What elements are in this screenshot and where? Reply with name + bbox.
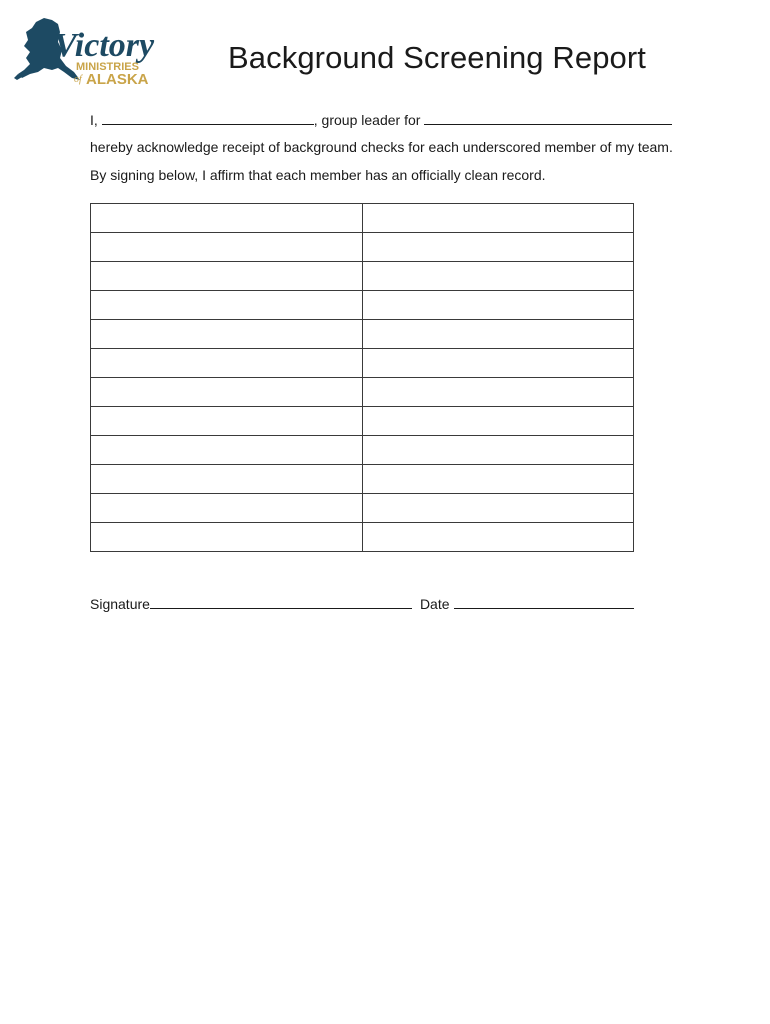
roster-cell[interactable]	[362, 262, 634, 291]
roster-row	[91, 378, 634, 407]
roster-cell[interactable]	[362, 523, 634, 552]
acknowledgement-line-3: By signing below, I affirm that each member has an officially clean record.	[90, 167, 546, 183]
logo-ministries-text: MINISTRIES	[76, 61, 139, 73]
roster-cell[interactable]	[91, 349, 363, 378]
roster-cell[interactable]	[362, 465, 634, 494]
roster-cell[interactable]	[91, 378, 363, 407]
leader-name-field[interactable]	[102, 110, 314, 125]
page-title: Background Screening Report	[228, 40, 647, 75]
roster-cell[interactable]	[362, 436, 634, 465]
roster-row	[91, 204, 634, 233]
roster-cell[interactable]	[362, 204, 634, 233]
roster-cell[interactable]	[91, 465, 363, 494]
roster-cell[interactable]	[91, 494, 363, 523]
roster-row	[91, 436, 634, 465]
signature-field[interactable]	[150, 594, 412, 609]
group-name-field[interactable]	[424, 110, 672, 125]
logo-victory-text: Victory	[54, 27, 155, 64]
date-field[interactable]	[454, 594, 634, 609]
roster-row	[91, 262, 634, 291]
roster-cell[interactable]	[91, 523, 363, 552]
roster-row	[91, 349, 634, 378]
roster-cell[interactable]	[362, 320, 634, 349]
roster-cell[interactable]	[362, 494, 634, 523]
signature-row	[90, 594, 634, 612]
roster-cell[interactable]	[91, 436, 363, 465]
roster-row	[91, 465, 634, 494]
roster-row	[91, 494, 634, 523]
roster-cell[interactable]	[91, 407, 363, 436]
roster-cell[interactable]	[91, 233, 363, 262]
acknowledgement-line-1	[90, 110, 672, 128]
logo-alaska-text: ALASKA	[86, 71, 149, 88]
roster-cell[interactable]	[362, 407, 634, 436]
roster-cell[interactable]	[362, 233, 634, 262]
logo-of-text: of	[74, 74, 82, 85]
roster-cell[interactable]	[362, 378, 634, 407]
roster-cell[interactable]	[362, 349, 634, 378]
roster-cell[interactable]	[91, 291, 363, 320]
signature-label: Signature	[90, 596, 150, 612]
team-roster-table	[90, 203, 634, 552]
alaska-map-icon	[14, 14, 162, 90]
date-label: Date	[419, 596, 450, 612]
roster-row	[91, 407, 634, 436]
prefix-text: I,	[90, 112, 98, 128]
roster-row	[91, 523, 634, 552]
roster-cell[interactable]	[91, 320, 363, 349]
roster-row	[91, 291, 634, 320]
victory-ministries-logo	[14, 14, 162, 90]
roster-row	[91, 320, 634, 349]
acknowledgement-line-2: hereby acknowledge receipt of background checks for each underscored member of my team.	[90, 139, 673, 155]
roster-row	[91, 233, 634, 262]
group-leader-text: , group leader for	[313, 112, 421, 128]
roster-cell[interactable]	[91, 204, 363, 233]
roster-cell[interactable]	[362, 291, 634, 320]
roster-cell[interactable]	[91, 262, 363, 291]
